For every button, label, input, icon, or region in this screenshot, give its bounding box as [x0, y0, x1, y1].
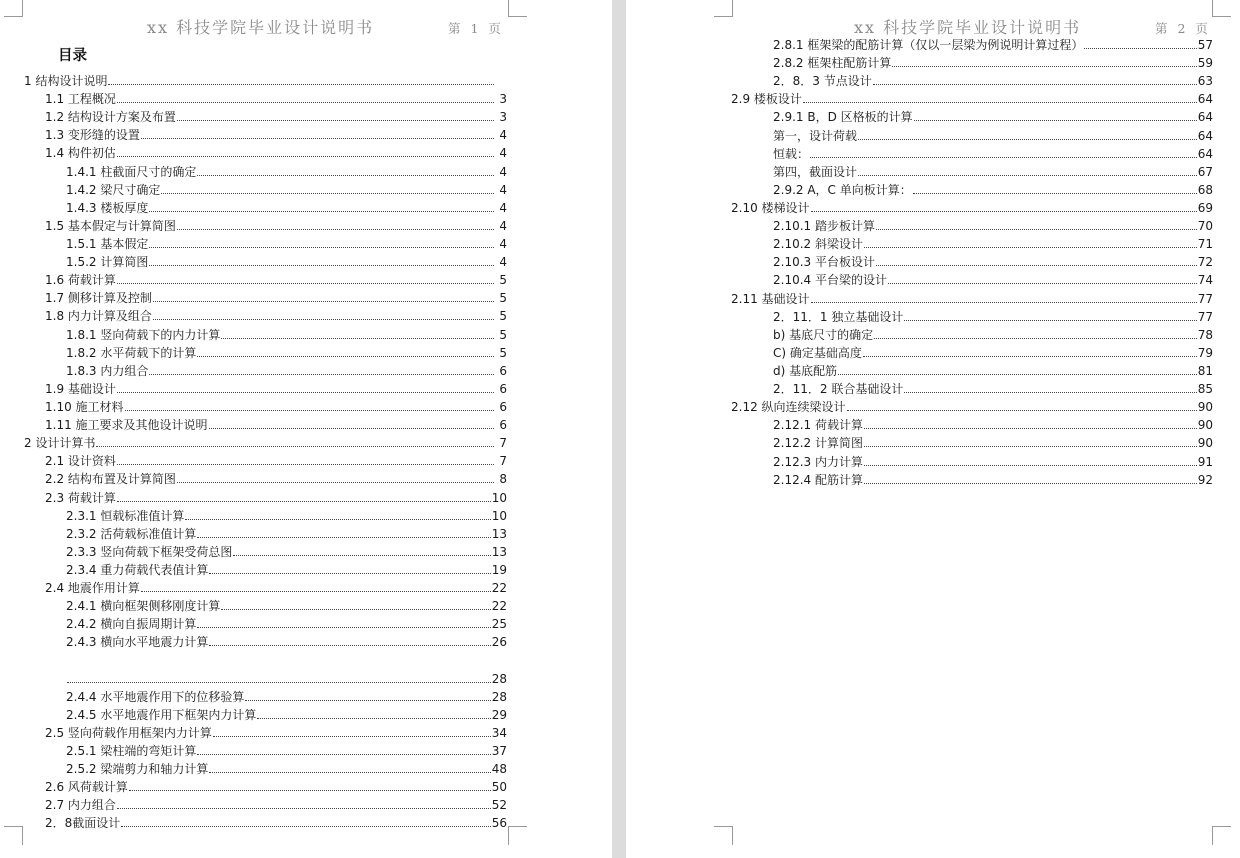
toc-entry[interactable] — [24, 398, 507, 416]
toc-entry-label: 2.10.2 斜梁设计 — [773, 237, 863, 252]
toc-entry-label: 2.8.1 框架梁的配筋计算（仅以一层梁为例说明计算过程） — [773, 38, 1084, 52]
toc-dot-leader — [161, 183, 494, 194]
toc-entry[interactable] — [731, 290, 1213, 308]
toc-entry-label: 2.10 楼梯设计 — [731, 200, 810, 215]
toc-dot-leader — [125, 400, 494, 411]
toc-dot-leader — [847, 400, 1197, 411]
toc-entry[interactable] — [731, 90, 1213, 108]
toc-entry[interactable] — [731, 398, 1213, 416]
toc-entry-label: 2.4.3 横向水平地震力计算 — [66, 635, 209, 650]
toc-entry-label: 2.11 基础设计 — [731, 291, 810, 306]
toc-entry-page-number: 37 — [491, 744, 507, 759]
toc-entry-label: 1.11 施工要求及其他设计说明 — [45, 418, 208, 433]
toc-dot-leader — [864, 436, 1197, 447]
toc-dot-leader — [121, 816, 490, 827]
toc-dot-leader — [197, 744, 490, 755]
toc-entry-label: 1.8.1 竖向荷载下的内力计算 — [66, 327, 221, 342]
toc-dot-leader — [209, 563, 490, 574]
toc-entry-page-number: 64 — [1197, 110, 1213, 125]
toc-entry-label: 2.12.4 配筋计算 — [773, 472, 863, 487]
toc-entry-label: 第一，设计荷载 — [773, 128, 858, 143]
toc-entry-page-number: 77 — [1197, 309, 1213, 324]
toc-entry-page-number: 5 — [499, 273, 507, 288]
toc-dot-leader — [197, 165, 494, 176]
toc-entry[interactable] — [752, 54, 1213, 72]
toc-entry-label: 1.6 荷载计算 — [45, 273, 116, 288]
toc-entry[interactable] — [752, 326, 1213, 344]
toc-entry-page-number: 5 — [499, 309, 507, 324]
toc-entry-page-number: 72 — [1197, 255, 1213, 270]
toc-dot-leader — [67, 672, 491, 683]
toc-entry-page-number: 5 — [499, 327, 507, 342]
corner-mark-top-left — [714, 0, 733, 17]
toc-entry[interactable] — [24, 706, 507, 724]
toc-dot-leader — [864, 455, 1197, 466]
toc-entry[interactable] — [24, 742, 507, 760]
toc-entry[interactable] — [752, 471, 1213, 489]
toc-entry-label: 2.4 地震作用计算 — [45, 581, 140, 596]
toc-entry-label: d) 基底配筋 — [773, 363, 838, 378]
toc-dot-leader — [117, 798, 491, 809]
corner-mark-top-left — [4, 0, 23, 17]
toc-dot-leader — [245, 690, 490, 701]
toc-entry[interactable] — [752, 108, 1213, 126]
toc-entry-label: 1.8 内力计算及组合 — [45, 309, 152, 324]
toc-entry[interactable] — [24, 507, 507, 525]
toc-dot-leader — [153, 291, 494, 302]
toc-dot-leader — [864, 473, 1197, 484]
toc-entry-page-number: 7 — [499, 436, 507, 451]
toc-entry-label: 1.5 基本假定与计算简图 — [45, 218, 176, 233]
toc-entry[interactable] — [24, 362, 507, 380]
toc-entry-label: 1.4.3 楼板厚度 — [66, 200, 149, 215]
toc-entry[interactable] — [752, 181, 1213, 199]
toc-entry[interactable] — [24, 416, 507, 434]
toc-entry[interactable] — [24, 796, 507, 814]
toc-entry-label: 2.4.4 水平地震作用下的位移验算 — [66, 689, 245, 704]
toc-entry[interactable] — [24, 724, 507, 742]
toc-entry-label: 2.3.1 恒载标准值计算 — [66, 508, 185, 523]
toc-entry[interactable] — [24, 615, 507, 633]
document-page-2 — [626, 0, 1240, 858]
toc-entry-label: 1.8.2 水平荷载下的计算 — [66, 345, 197, 360]
toc-dot-leader — [197, 527, 490, 538]
toc-dot-leader — [117, 454, 494, 465]
toc-entry[interactable] — [24, 289, 507, 307]
toc-entry[interactable] — [24, 307, 507, 325]
toc-entry-page-number: 4 — [499, 182, 507, 197]
toc-entry-label: 2.9.2 A，C 单向板计算： — [773, 182, 912, 197]
toc-entry-page-number: 70 — [1197, 219, 1213, 234]
toc-entry[interactable] — [24, 434, 507, 452]
toc-entry-page-number: 4 — [499, 218, 507, 233]
toc-entry[interactable] — [24, 561, 507, 579]
toc-entry-page-number: 48 — [491, 762, 507, 777]
toc-entry-page-number: 90 — [1197, 418, 1213, 433]
page-gutter — [612, 0, 626, 858]
toc-dot-leader — [874, 328, 1197, 339]
toc-entry[interactable] — [24, 253, 507, 271]
toc-entry-page-number: 71 — [1197, 237, 1213, 252]
toc-entry[interactable] — [24, 126, 507, 144]
toc-entry-label: 2.4.1 横向框架侧移刚度计算 — [66, 599, 221, 614]
toc-entry-label: 2.8.2 框架柱配筋计算 — [773, 56, 892, 71]
toc-dot-leader — [209, 418, 494, 429]
toc-dot-leader — [888, 273, 1197, 284]
toc-entry[interactable] — [752, 145, 1213, 163]
toc-entry-page-number: 50 — [491, 780, 507, 795]
toc-entry[interactable] — [24, 778, 507, 796]
toc-entry-page-number: 28 — [491, 689, 507, 704]
toc-entry-page-number: 78 — [1197, 327, 1213, 342]
toc-entry[interactable] — [24, 597, 507, 615]
toc-entry-page-number: 4 — [499, 236, 507, 251]
toc-dot-leader — [117, 273, 494, 284]
toc-entry-label: C) 确定基础高度 — [773, 345, 862, 360]
toc-dot-leader — [811, 201, 1197, 212]
toc-entry-label: 2.3.2 活荷载标准值计算 — [66, 526, 197, 541]
toc-dot-leader — [904, 382, 1196, 393]
toc-entry-label: 2.10.3 平台板设计 — [773, 255, 875, 270]
toc-entry[interactable] — [752, 72, 1213, 90]
toc-entry[interactable] — [752, 271, 1213, 289]
toc-entry-label: 2.2 结构布置及计算简图 — [45, 472, 176, 487]
toc-entry[interactable] — [24, 217, 507, 235]
toc-entry[interactable] — [24, 163, 507, 181]
toc-list — [731, 36, 1213, 489]
toc-entry[interactable] — [752, 163, 1213, 181]
toc-dot-leader — [149, 364, 494, 375]
toc-entry-page-number: 6 — [499, 418, 507, 433]
toc-entry-page-number: 4 — [499, 255, 507, 270]
toc-entry-page-number: 91 — [1197, 454, 1213, 469]
toc-entry[interactable] — [752, 416, 1213, 434]
toc-dot-leader — [177, 110, 494, 121]
toc-entry[interactable] — [24, 688, 507, 706]
toc-entry[interactable] — [752, 235, 1213, 253]
toc-dot-leader — [177, 472, 494, 483]
toc-dot-leader — [197, 346, 494, 357]
toc-dot-leader — [213, 726, 491, 737]
toc-entry[interactable] — [24, 525, 507, 543]
toc-dot-leader — [129, 780, 491, 791]
toc-dot-leader — [838, 364, 1197, 375]
corner-mark-bottom-left — [4, 826, 23, 845]
toc-entry-label: 恒载： — [773, 146, 810, 161]
toc-entry-label: 1.9 基础设计 — [45, 381, 116, 396]
toc-entry-page-number: 5 — [499, 291, 507, 306]
toc-dot-leader — [117, 491, 491, 502]
toc-entry-page-number: 6 — [499, 381, 507, 396]
toc-entry-label: 1.7 侧移计算及控制 — [45, 291, 152, 306]
toc-entry-page-number: 64 — [1197, 92, 1213, 107]
toc-dot-leader — [149, 255, 494, 266]
toc-entry-label: 2．11．2 联合基础设计 — [773, 382, 904, 397]
header-title: xx 科技学院毕业设计说明书 — [147, 18, 375, 37]
toc-dot-leader — [858, 165, 1197, 176]
toc-dot-leader — [141, 128, 494, 139]
toc-entry[interactable] — [752, 362, 1213, 380]
toc-entry[interactable] — [752, 253, 1213, 271]
toc-entry-label: 1.8.3 内力组合 — [66, 363, 149, 378]
toc-entry[interactable] — [731, 199, 1213, 217]
toc-entry-label: 2.9.1 B，D 区格板的计算 — [773, 110, 913, 125]
toc-entry-page-number: 63 — [1197, 74, 1213, 89]
toc-dot-leader — [913, 183, 1197, 194]
toc-entry[interactable] — [752, 380, 1213, 398]
header-page-number: 第 1 页 — [448, 21, 504, 36]
toc-dot-leader — [209, 635, 490, 646]
toc-entry-label: 1.4.2 梁尺寸确定 — [66, 182, 161, 197]
toc-entry-label: 1.2 结构设计方案及布置 — [45, 110, 176, 125]
toc-entry-label: 2.3.3 竖向荷载下框架受荷总图 — [66, 544, 233, 559]
toc-entry-page-number: 29 — [491, 707, 507, 722]
toc-entry[interactable] — [24, 90, 507, 108]
toc-entry[interactable] — [24, 814, 507, 832]
toc-dot-leader — [108, 74, 494, 85]
toc-entry[interactable] — [24, 199, 507, 217]
toc-dot-leader — [914, 110, 1197, 121]
toc-entry-page-number: 4 — [499, 164, 507, 179]
toc-entry-label: 2.4.5 水平地震作用下框架内力计算 — [66, 707, 257, 722]
toc-entry[interactable] — [24, 470, 507, 488]
toc-entry-label: 1.5.2 计算简图 — [66, 255, 149, 270]
toc-dot-leader — [811, 292, 1197, 303]
toc-dot-leader — [96, 436, 494, 447]
toc-entry-label: 2.3.4 重力荷载代表值计算 — [66, 562, 209, 577]
toc-entry-label: 2．11．1 独立基础设计 — [773, 309, 904, 324]
toc-dot-leader — [221, 328, 494, 339]
document-page-1 — [0, 0, 612, 858]
corner-mark-bottom-right — [1212, 826, 1231, 845]
toc-entry-label: b) 基底尺寸的确定 — [773, 327, 874, 342]
toc-entry-label: 2.1 设计资料 — [45, 454, 116, 469]
toc-dot-leader — [864, 418, 1197, 429]
toc-entry-label: 2.5 竖向荷载作用框架内力计算 — [45, 725, 212, 740]
toc-entry-page-number: 77 — [1197, 291, 1213, 306]
toc-list — [24, 72, 507, 833]
toc-entry-page-number: 92 — [1197, 472, 1213, 487]
toc-entry-label: 1.4 构件初估 — [45, 146, 116, 161]
toc-entry[interactable] — [24, 271, 507, 289]
corner-mark-bottom-left — [714, 826, 733, 845]
toc-entry-label: 2.4.2 横向自振周期计算 — [66, 617, 197, 632]
toc-entry-page-number: 74 — [1197, 273, 1213, 288]
toc-entry-label: 2.12 纵向连续梁设计 — [731, 400, 846, 415]
toc-entry-page-number: 85 — [1197, 382, 1213, 397]
toc-entry-page-number: 5 — [499, 345, 507, 360]
toc-dot-leader — [858, 129, 1197, 140]
toc-entry-page-number: 6 — [499, 399, 507, 414]
toc-entry-page-number: 52 — [491, 798, 507, 813]
toc-entry[interactable] — [752, 36, 1213, 54]
toc-entry-label: 1.3 变形缝的设置 — [45, 128, 140, 143]
toc-entry-page-number: 6 — [499, 363, 507, 378]
toc-dot-leader — [221, 599, 490, 610]
toc-entry-page-number: 25 — [491, 617, 507, 632]
toc-entry-label: 2．8．3 节点设计 — [773, 74, 872, 89]
toc-entry[interactable] — [24, 489, 507, 507]
toc-entry-page-number: 64 — [1197, 128, 1213, 143]
toc-entry-label: 第四，截面设计 — [773, 164, 858, 179]
toc-dot-leader — [149, 201, 494, 212]
toc-entry-label: 1.5.1 基本假定 — [66, 236, 149, 251]
toc-dot-leader — [117, 146, 494, 157]
toc-dot-leader — [904, 310, 1196, 321]
toc-entry-page-number: 13 — [491, 526, 507, 541]
toc-entry[interactable] — [24, 144, 507, 162]
toc-dot-leader — [117, 92, 494, 103]
toc-entry-label: 2.10.4 平台梁的设计 — [773, 273, 887, 288]
toc-entry[interactable] — [752, 453, 1213, 471]
toc-entry[interactable] — [752, 217, 1213, 235]
toc-entry[interactable] — [24, 72, 507, 90]
toc-entry-page-number: 10 — [491, 508, 507, 523]
toc-dot-leader — [892, 56, 1196, 67]
toc-entry-page-number: 22 — [491, 599, 507, 614]
toc-entry-page-number: 56 — [491, 816, 507, 831]
toc-entry-label: 2.12.1 荷载计算 — [773, 418, 863, 433]
toc-dot-leader — [153, 309, 494, 320]
toc-entry-page-number: 4 — [499, 146, 507, 161]
toc-entry-label: 1.4.1 柱截面尺寸的确定 — [66, 164, 197, 179]
toc-entry-page-number: 3 — [499, 110, 507, 125]
toc-entry[interactable] — [24, 543, 507, 561]
toc-entry-label: 2．8截面设计 — [45, 816, 121, 831]
toc-entry-page-number: 8 — [499, 472, 507, 487]
toc-entry-page-number: 57 — [1197, 38, 1213, 52]
corner-mark-bottom-right — [508, 826, 527, 845]
toc-entry-page-number: 3 — [499, 92, 507, 107]
toc-entry-label: 1.1 工程概况 — [45, 92, 116, 107]
toc-dot-leader — [233, 545, 490, 556]
toc-entry[interactable] — [24, 380, 507, 398]
toc-entry-label: 2.7 内力组合 — [45, 798, 116, 813]
toc-entry-label: 1.10 施工材料 — [45, 399, 124, 414]
toc-entry[interactable] — [24, 235, 507, 253]
toc-entry-page-number: 7 — [499, 454, 507, 469]
toc-entry-page-number: 22 — [491, 581, 507, 596]
toc-entry[interactable] — [752, 308, 1213, 326]
toc-dot-leader — [803, 92, 1197, 103]
toc-entry[interactable] — [24, 633, 507, 651]
toc-dot-leader — [197, 617, 490, 628]
toc-dot-leader — [209, 762, 490, 773]
toc-dot-leader — [141, 581, 491, 592]
toc-entry[interactable] — [24, 181, 507, 199]
header-title: xx 科技学院毕业设计说明书 — [854, 18, 1082, 37]
toc-entry[interactable] — [752, 127, 1213, 145]
corner-mark-top-right — [1212, 0, 1231, 17]
toc-entry-label: 2.6 风荷载计算 — [45, 780, 128, 795]
toc-entry-page-number: 10 — [491, 490, 507, 505]
toc-entry-page-number: 90 — [1197, 400, 1213, 415]
toc-dot-leader — [810, 147, 1197, 158]
toc-entry[interactable] — [752, 434, 1213, 452]
toc-title: 目录 — [58, 48, 87, 64]
toc-entry-label: 2.10.1 踏步板计算 — [773, 219, 875, 234]
toc-entry[interactable] — [24, 670, 507, 688]
toc-entry-page-number: 90 — [1197, 436, 1213, 451]
toc-dot-leader — [185, 509, 490, 520]
toc-entry-label: 2.9 楼板设计 — [731, 92, 802, 107]
toc-entry-page-number: 19 — [491, 562, 507, 577]
toc-entry-page-number: 4 — [499, 128, 507, 143]
toc-entry[interactable] — [24, 326, 507, 344]
toc-entry-page-number: 68 — [1197, 182, 1213, 197]
toc-dot-leader — [117, 382, 494, 393]
toc-dot-leader — [873, 74, 1197, 85]
toc-entry-page-number: 69 — [1197, 200, 1213, 215]
toc-dot-leader — [876, 219, 1197, 230]
toc-entry-label: 2.12.2 计算简图 — [773, 436, 863, 451]
toc-entry[interactable] — [752, 344, 1213, 362]
toc-dot-leader — [863, 346, 1197, 357]
toc-entry[interactable] — [24, 579, 507, 597]
toc-entry-label: 2.12.3 内力计算 — [773, 454, 863, 469]
toc-entry-label: 2.5.2 梁端剪力和轴力计算 — [66, 762, 209, 777]
toc-dot-leader — [257, 708, 490, 719]
toc-entry-page-number: 59 — [1197, 56, 1213, 71]
toc-entry-label: 2.5.1 梁柱端的弯矩计算 — [66, 744, 197, 759]
toc-entry-page-number: 79 — [1197, 345, 1213, 360]
toc-entry-page-number: 64 — [1197, 146, 1213, 161]
toc-dot-leader — [876, 255, 1197, 266]
toc-entry-page-number: 4 — [499, 200, 507, 215]
toc-dot-leader — [1084, 38, 1196, 49]
toc-entry-page-number: 28 — [491, 671, 507, 686]
header-page-number: 第 2 页 — [1155, 21, 1211, 36]
toc-dot-leader — [67, 652, 506, 662]
toc-entry[interactable] — [24, 452, 507, 470]
toc-entry[interactable] — [24, 760, 507, 778]
toc-dot-leader — [177, 219, 494, 230]
toc-entry-page-number: 67 — [1197, 164, 1213, 179]
toc-entry-page-number: 26 — [491, 635, 507, 650]
toc-entry[interactable] — [24, 108, 507, 126]
toc-entry-label: 2 设计计算书 — [24, 436, 96, 451]
toc-entry[interactable] — [24, 344, 507, 362]
toc-entry[interactable] — [24, 652, 507, 670]
toc-entry-label: 1 结构设计说明 — [24, 74, 108, 88]
corner-mark-top-right — [508, 0, 527, 17]
toc-dot-leader — [149, 237, 494, 248]
toc-dot-leader — [864, 237, 1197, 248]
toc-entry-page-number: 81 — [1197, 363, 1213, 378]
toc-entry-page-number: 34 — [491, 725, 507, 740]
toc-entry-label: 2.3 荷载计算 — [45, 490, 116, 505]
toc-entry-page-number: 13 — [491, 544, 507, 559]
